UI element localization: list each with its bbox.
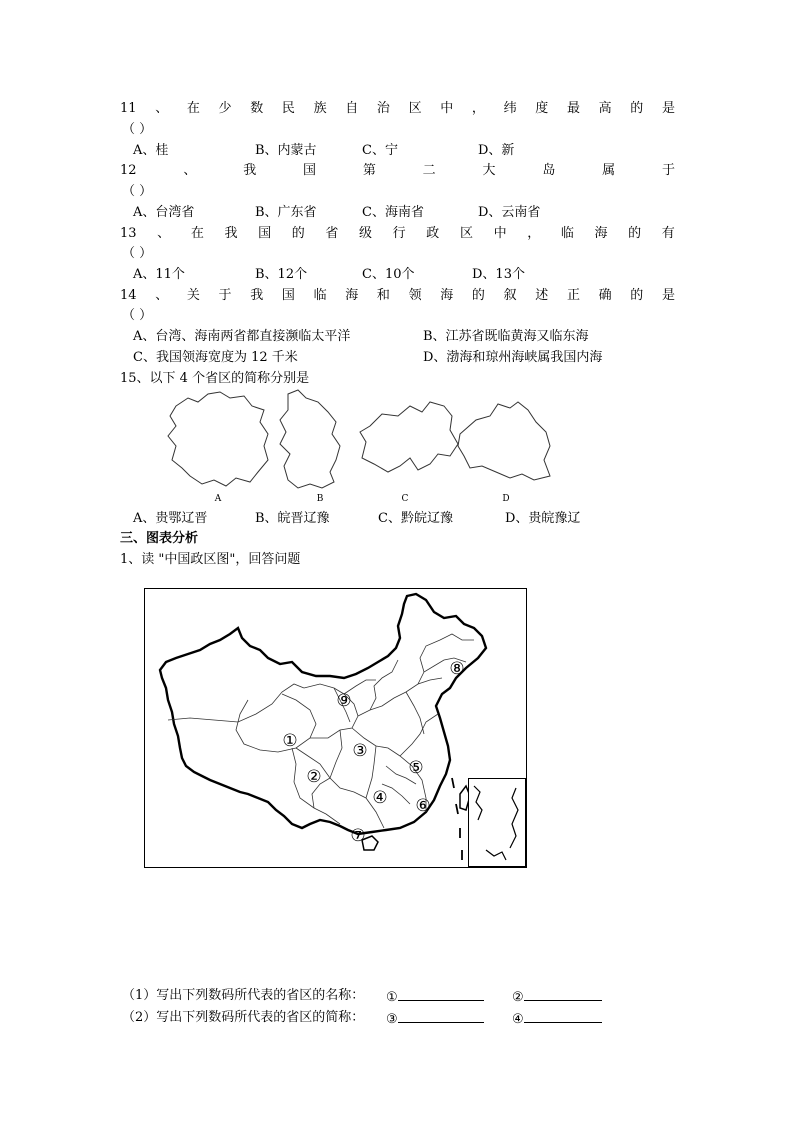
answer-line-1-b <box>512 988 602 1006</box>
q13-stem-token: 省 <box>325 226 339 241</box>
q11-answer-paren: （ ） <box>122 122 153 137</box>
q15-option-b: B、皖晋辽豫 <box>255 511 330 526</box>
answer-label-1: ① <box>386 990 398 1005</box>
q11-stem <box>120 101 675 117</box>
q12-option-d: D、云南省 <box>478 205 541 220</box>
q13-stem-token: 行 <box>392 226 406 241</box>
q11-stem-token: 、 <box>155 101 169 116</box>
q11-stem-token: 在 <box>186 101 200 116</box>
shape-label-b: B <box>316 494 324 504</box>
answer-blank-2[interactable] <box>524 988 602 1001</box>
q12-stem-token: 第 <box>362 163 376 178</box>
q13-stem-token: 海 <box>594 226 608 241</box>
shape-label-a: A <box>214 494 222 504</box>
q13-stem-token: 、 <box>157 226 171 241</box>
q12-stem-token: 岛 <box>542 163 556 178</box>
q14-stem-token: 述 <box>535 288 549 303</box>
q15-option-a: A、贵鄂辽晋 <box>133 511 208 526</box>
q13-stem-token: 国 <box>258 226 272 241</box>
q12-stem-token: 国 <box>303 163 317 178</box>
q13-option-b: B、12个 <box>255 267 308 282</box>
q14-stem-token: 海 <box>440 288 454 303</box>
q14-stem-token: 国 <box>281 288 295 303</box>
marker-7: ⑦ <box>350 826 366 846</box>
q11-stem-token: 度 <box>535 101 549 116</box>
q11-stem-token: 少 <box>218 101 232 116</box>
q14-stem-token: 和 <box>376 288 390 303</box>
q11-stem-token: 高 <box>598 101 612 116</box>
q14-stem-token: 14 <box>120 288 137 303</box>
answer-blank-3[interactable] <box>398 1010 484 1023</box>
q12-option-c: C、海南省 <box>362 205 424 220</box>
q15-option-c: C、黔皖辽豫 <box>378 511 453 526</box>
shape-label-d: D <box>502 494 510 504</box>
q11-option-a: A、桂 <box>133 143 169 158</box>
q13-stem-token: 在 <box>190 226 204 241</box>
q14-stem-token: 、 <box>155 288 169 303</box>
map-question: 1、读 "中国政区图"，回答问题 <box>120 552 301 567</box>
q14-stem-token: 正 <box>566 288 580 303</box>
q11-option-d: D、新 <box>478 143 515 158</box>
marker-5: ⑤ <box>408 758 424 778</box>
province-shape-b <box>280 390 340 488</box>
south-china-sea-inset <box>469 779 526 867</box>
q12-option-a: A、台湾省 <box>133 205 195 220</box>
china-map <box>144 588 529 870</box>
q12-stem-token: 二 <box>422 163 436 178</box>
answer-blank-1[interactable] <box>398 988 484 1001</box>
marker-1: ① <box>282 731 298 751</box>
marker-6: ⑥ <box>415 796 431 816</box>
q12-stem-token: 于 <box>661 163 675 178</box>
q14-stem-token: 海 <box>345 288 359 303</box>
q14-option-c: C、我国领海宽度为 12 千米 <box>133 350 298 365</box>
shape-label-c: C <box>401 494 409 504</box>
answer-blank-4[interactable] <box>524 1010 602 1023</box>
answer-label-2: ② <box>512 990 524 1005</box>
province-shape-d <box>458 402 550 480</box>
q14-stem-token: 临 <box>313 288 327 303</box>
q13-stem-token: 的 <box>628 226 642 241</box>
q11-stem-token: 中 <box>440 101 454 116</box>
q13-stem-token: 的 <box>291 226 305 241</box>
q11-stem-token: 治 <box>376 101 390 116</box>
q13-option-d: D、13个 <box>472 267 525 282</box>
q12-stem-token: 大 <box>482 163 496 178</box>
q12-stem-token: 属 <box>602 163 616 178</box>
answer-line-2-b <box>512 1010 602 1028</box>
q13-answer-paren: （ ） <box>122 246 153 261</box>
q12-option-b: B、广东省 <box>255 205 317 220</box>
marker-4: ④ <box>372 788 388 808</box>
q14-stem-token: 的 <box>471 288 485 303</box>
q14-stem-token: 我 <box>250 288 264 303</box>
q13-stem <box>120 226 675 242</box>
q11-stem-token: 族 <box>313 101 327 116</box>
q14-stem-token: 的 <box>630 288 644 303</box>
province-shape-c <box>360 402 458 472</box>
q11-stem-token: 区 <box>408 101 422 116</box>
marker-3: ③ <box>352 741 368 761</box>
answer-line-1-a <box>386 988 484 1006</box>
q13-stem-token: ， <box>527 226 541 241</box>
marker-9: ⑨ <box>336 691 352 711</box>
q13-stem-token: 我 <box>224 226 238 241</box>
q11-option-c: C、宁 <box>362 143 398 158</box>
answer-line-2-a <box>386 1010 484 1028</box>
answer-line-2-prompt: （2）写出下列数码所代表的省区的简称： <box>122 1010 365 1025</box>
marker-8: ⑧ <box>449 659 465 679</box>
q11-stem-token: 自 <box>345 101 359 116</box>
answer-line-1-prompt: （1）写出下列数码所代表的省区的名称： <box>122 988 365 1003</box>
q13-stem-token: 13 <box>120 226 137 241</box>
q14-option-b: B、江苏省既临黄海又临东海 <box>423 329 589 344</box>
q13-stem-token: 临 <box>560 226 574 241</box>
q13-stem-token: 区 <box>459 226 473 241</box>
q12-stem-token: 12 <box>120 163 137 178</box>
q14-stem-token: 叙 <box>503 288 517 303</box>
q13-stem-token: 政 <box>426 226 440 241</box>
q13-option-c: C、10个 <box>362 267 415 282</box>
q13-stem-token: 有 <box>661 226 675 241</box>
q11-stem-token: 纬 <box>503 101 517 116</box>
q14-stem <box>120 288 675 304</box>
q14-stem-token: 确 <box>598 288 612 303</box>
q11-stem-token: 的 <box>630 101 644 116</box>
q12-stem-token: 、 <box>183 163 197 178</box>
q14-stem-token: 于 <box>218 288 232 303</box>
q14-stem-token: 关 <box>186 288 200 303</box>
section-heading: 三、图表分析 <box>120 531 199 546</box>
answer-label-4: ④ <box>512 1012 524 1027</box>
q14-option-d: D、渤海和琼州海峡属我国内海 <box>423 350 603 365</box>
marker-2: ② <box>306 767 322 787</box>
q12-stem <box>120 163 675 179</box>
q14-answer-paren: （ ） <box>122 308 153 323</box>
q13-stem-token: 中 <box>493 226 507 241</box>
q14-stem-token: 是 <box>661 288 675 303</box>
answer-label-3: ③ <box>386 1012 398 1027</box>
q14-option-a: A、台湾、海南两省都直接濒临太平洋 <box>133 329 351 344</box>
q15-option-d: D、贵皖豫辽 <box>505 511 581 526</box>
q11-stem-token: 11 <box>120 101 137 116</box>
q15-stem: 15、以下 4 个省区的简称分别是 <box>120 371 310 386</box>
q11-stem-token: 最 <box>566 101 580 116</box>
q11-stem-token: 数 <box>250 101 264 116</box>
q13-option-a: A、11个 <box>133 267 185 282</box>
province-shape-a <box>168 392 268 486</box>
q12-stem-token: 我 <box>243 163 257 178</box>
q11-stem-token: 是 <box>661 101 675 116</box>
q12-answer-paren: （ ） <box>122 184 153 199</box>
q11-stem-token: ， <box>471 101 485 116</box>
q11-stem-token: 民 <box>281 101 295 116</box>
q11-option-b: B、内蒙古 <box>255 143 317 158</box>
province-shapes-figure <box>160 388 560 508</box>
q14-stem-token: 领 <box>408 288 422 303</box>
q13-stem-token: 级 <box>359 226 373 241</box>
